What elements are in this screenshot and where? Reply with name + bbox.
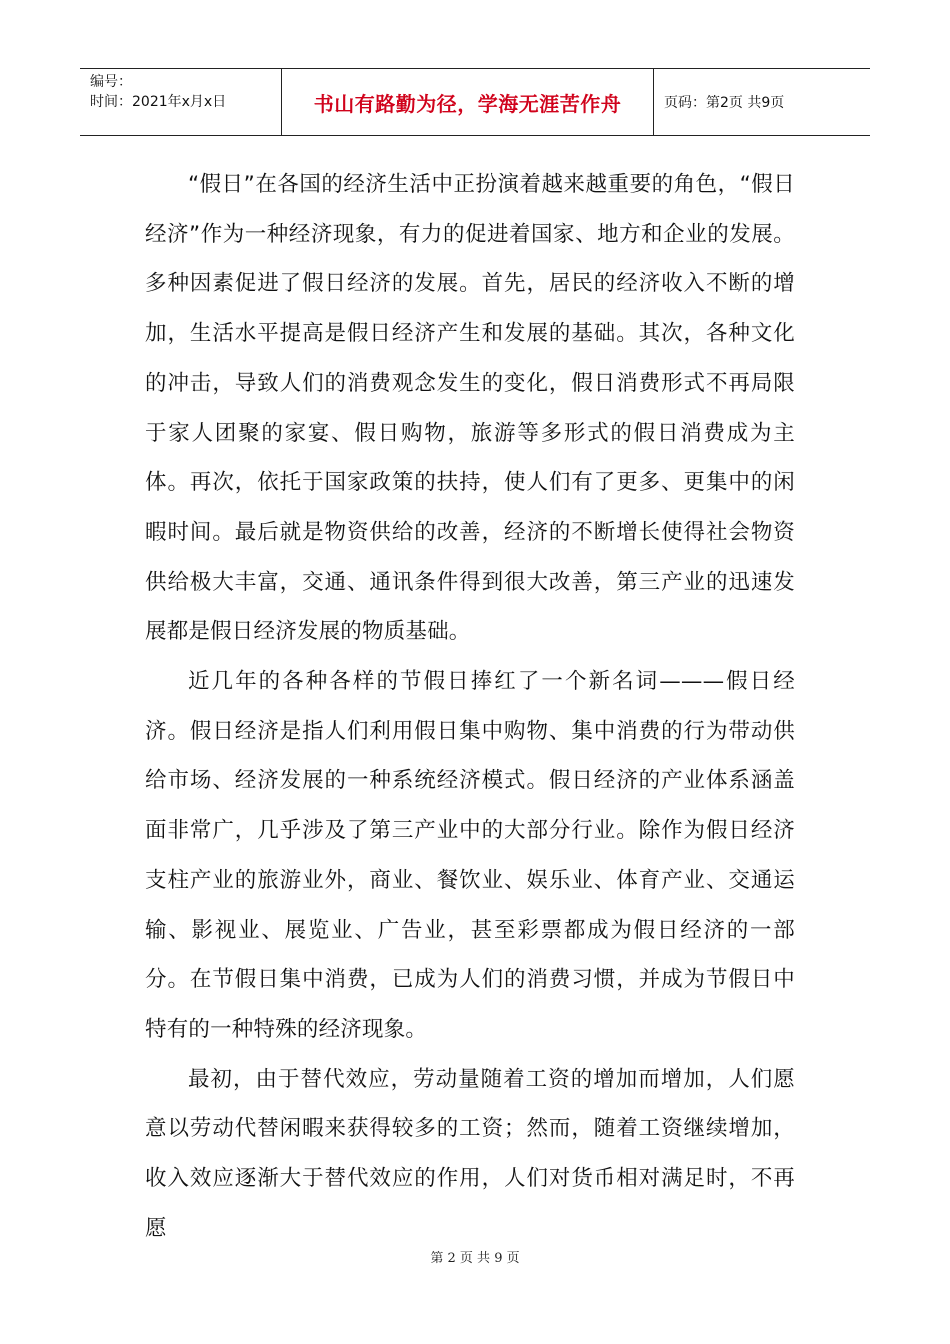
paragraph-3: 最初，由于替代效应，劳动量随着工资的增加而增加，人们愿意以劳动代替闲暇来获得较多的工资；然而，随着工资继续增加，收入效应逐渐大于替代效应的作用，人们对货币相对满足时，不再愿 [145,1066,795,1241]
header-motto: 书山有路勤为径，学海无涯苦作舟 [282,69,654,135]
document-body [145,160,795,1253]
paragraph-1: “假日”在各国的经济生活中正扮演着越来越重要的角色，“假日经济”作为一种经济现象，有力的促进着国家、地方和企业的发展。多种因素促进了假日经济的发展。首先，居民的经济收入不断的增加，生活水平提高是假日经济产生和发展的基础。其次，各种文化的冲击，导致人们的消费观念发生的变化，假日消费形式不再局限于家人团聚的家宴、假日购物，旅游等多形式的假日消费成为主体。再次，依托于国家政策的扶持，使人们有了更多、更集中的闲暇时间。最后就是物资供给的改善，经济的不断增长使得社会物资供给极大丰富，交通、通讯条件得到很大改善，第三产业的迅速发展都是假日经济发展的物质基础。 [145,172,795,645]
page-header [80,68,870,136]
header-meta-cell [80,69,282,135]
header-page-info: 页码：第2页 共9页 [664,95,785,111]
paragraph-2: 近几年的各种各样的节假日捧红了一个新名词———假日经济。假日经济是指人们利用假日集中购物、集中消费的行为带动供给市场、经济发展的一种系统经济模式。假日经济的产业体系涵盖面非常广，几乎涉及了第三产业中的大部分行业。除作为假日经济支柱产业的旅游业外，商业、餐饮业、娱乐业、体育产业、交通运输、影视业、展览业、广告业，甚至彩票都成为假日经济的一部分。在节假日集中消费，已成为人们的消费习惯，并成为节假日中特有的一种特殊的经济现象。 [145,669,795,1042]
document-date-label: 时间：2021年x月x日 [90,94,227,110]
page-footer: 第 2 页 共 9 页 [430,1251,520,1266]
document-number-label: 编号： [90,74,132,90]
